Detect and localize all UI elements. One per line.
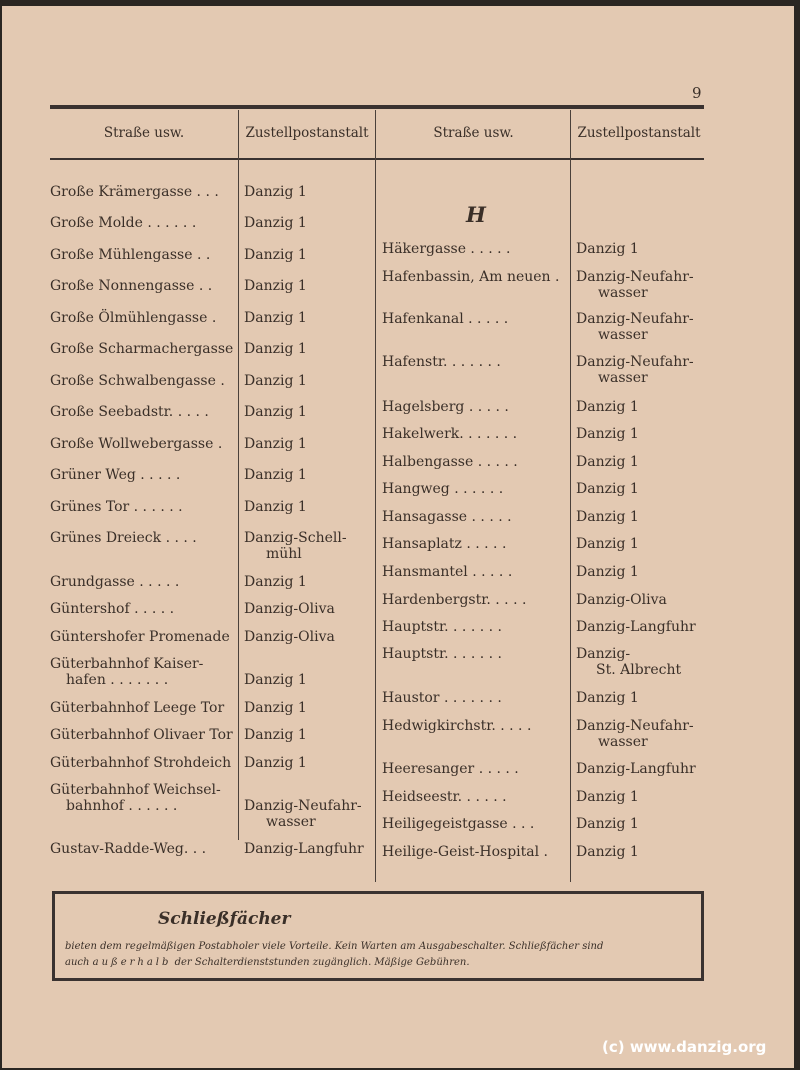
street-name <box>382 718 531 734</box>
post-office <box>576 426 639 442</box>
post-office-line: Danzig-Langfuhr <box>576 761 696 777</box>
header-office-left: Zustellpostanstalt <box>245 125 369 141</box>
column-divider <box>570 110 571 882</box>
street-name-line: Große Scharmachergasse <box>50 341 234 357</box>
street-name-line: Große Krämergasse . . . <box>50 184 219 200</box>
post-office <box>576 718 694 750</box>
street-name-line: Heeresanger . . . . . <box>382 761 519 777</box>
street-name-line: Hafenbassin, Am neuen . <box>382 269 560 285</box>
street-name-line: bahnhof . . . . . . <box>66 798 178 814</box>
header-street-right: Straße usw. <box>433 125 514 141</box>
street-name-line: Güterbahnhof Olivaer Tor <box>50 727 233 743</box>
street-name-line: Grüner Weg . . . . . <box>50 467 181 483</box>
post-office <box>244 841 364 857</box>
post-office-line: wasser <box>598 370 648 386</box>
street-name <box>50 341 233 357</box>
post-office-line: Danzig 1 <box>576 690 639 706</box>
post-office-line: Danzig 1 <box>244 278 307 294</box>
street-name-line: Hansagasse . . . . . <box>382 509 512 525</box>
post-office-line: Danzig 1 <box>576 399 639 415</box>
street-name <box>50 782 221 814</box>
post-office-line: Danzig-Oliva <box>576 592 667 608</box>
street-name-line: hafen . . . . . . . <box>66 672 169 688</box>
street-name <box>50 499 183 515</box>
post-office <box>244 310 307 326</box>
post-office-line: Danzig 1 <box>244 373 307 389</box>
street-name <box>382 311 508 327</box>
street-name-line: Güterbahnhof Weichsel- <box>50 782 221 798</box>
street-name <box>50 574 179 590</box>
street-name <box>382 481 503 497</box>
post-office <box>244 341 307 357</box>
post-office <box>244 755 307 771</box>
post-office <box>576 241 639 257</box>
street-name-line: Große Nonnengasse . . <box>50 278 213 294</box>
post-office <box>576 454 639 470</box>
street-name-line: Hakelwerk. . . . . . . <box>382 426 518 442</box>
post-office-line: wasser <box>598 734 648 750</box>
street-name-line: Grünes Tor . . . . . . <box>50 499 183 515</box>
street-name <box>50 404 209 420</box>
post-office <box>576 789 639 805</box>
post-office-line: Danzig 1 <box>576 816 639 832</box>
street-name <box>382 454 518 470</box>
street-name <box>50 601 174 617</box>
post-office <box>244 373 307 389</box>
post-office-line: Danzig-Neufahr- <box>576 269 694 285</box>
post-office <box>576 536 639 552</box>
street-name-line: Halbengasse . . . . . <box>382 454 518 470</box>
street-name-line: Heiligegeistgasse . . . <box>382 816 535 832</box>
copyright-watermark: (c) www.danzig.org <box>602 1038 767 1056</box>
post-office-line: Danzig 1 <box>576 844 639 860</box>
post-office <box>244 184 307 200</box>
post-office <box>576 481 639 497</box>
post-office <box>244 601 335 617</box>
street-name-line: Große Molde . . . . . . <box>50 215 197 231</box>
post-office-line: Danzig 1 <box>244 436 307 452</box>
post-office-line: Danzig 1 <box>576 481 639 497</box>
post-office <box>576 592 667 608</box>
post-office-line: Danzig-Langfuhr <box>576 619 696 635</box>
street-name <box>50 467 180 483</box>
post-office-line: mühl <box>266 546 302 562</box>
section-letter: H <box>466 202 486 227</box>
street-name <box>50 436 222 452</box>
post-office-line: Danzig-Schell- <box>244 530 347 546</box>
post-office-line: Danzig 1 <box>576 509 639 525</box>
street-name <box>382 789 507 805</box>
street-name <box>50 530 197 546</box>
post-office <box>576 311 694 343</box>
street-name-line: Hauptstr. . . . . . . <box>382 619 502 635</box>
post-office <box>244 629 335 645</box>
street-name <box>382 690 502 706</box>
post-office-line: wasser <box>266 814 316 830</box>
post-office <box>576 619 696 635</box>
street-name-line: Güterbahnhof Kaiser- <box>50 656 204 672</box>
post-office-line: wasser <box>598 327 648 343</box>
street-name <box>50 656 203 688</box>
post-office <box>244 700 307 716</box>
notice-line-2-emphasis: außerhalb <box>92 957 172 968</box>
post-office <box>244 436 307 452</box>
post-office <box>576 564 639 580</box>
post-office-line: Danzig 1 <box>576 454 639 470</box>
post-office <box>244 215 307 231</box>
post-office-line: Danzig 1 <box>244 404 307 420</box>
street-name <box>382 592 526 608</box>
post-office <box>244 574 307 590</box>
post-office-line: Danzig 1 <box>244 755 307 771</box>
notice-title: Schließfächer <box>158 909 291 929</box>
post-office <box>244 247 307 263</box>
header-street-left: Straße usw. <box>103 125 185 141</box>
street-name <box>50 841 206 857</box>
street-name-line: Hagelsberg . . . . . <box>382 399 509 415</box>
street-name <box>50 278 212 294</box>
street-name <box>50 310 216 326</box>
street-name-line: Güterbahnhof Leege Tor <box>50 700 225 716</box>
post-office-line: Danzig 1 <box>244 184 307 200</box>
post-office-line: Danzig 1 <box>576 536 639 552</box>
street-name-line: Große Wollwebergasse . <box>50 436 223 452</box>
post-office-line: Danzig 1 <box>576 241 639 257</box>
street-name <box>382 241 510 257</box>
street-name <box>382 564 512 580</box>
post-office <box>244 467 307 483</box>
post-office-line: Danzig 1 <box>244 672 307 688</box>
street-name-line: Güterbahnhof Strohdeich <box>50 755 232 771</box>
post-office-line: Danzig 1 <box>576 426 639 442</box>
street-name <box>382 816 534 832</box>
street-name-line: Hangweg . . . . . . <box>382 481 504 497</box>
post-office-line: Danzig 1 <box>576 564 639 580</box>
post-office <box>576 399 639 415</box>
post-office-line: Danzig 1 <box>244 467 307 483</box>
street-name-line: Haustor . . . . . . . <box>382 690 502 706</box>
street-name <box>382 536 506 552</box>
street-name <box>50 727 233 743</box>
notice-box <box>52 891 704 981</box>
street-name-line: Große Mühlengasse . . <box>50 247 211 263</box>
post-office <box>244 530 347 562</box>
post-office-line: Danzig 1 <box>244 499 307 515</box>
street-name-line: Heilige-Geist-Hospital . <box>382 844 549 860</box>
post-office-line: Danzig-Neufahr- <box>576 718 694 734</box>
post-office-line: Danzig-Oliva <box>244 601 335 617</box>
street-name-line: Gustav-Radde-Weg. . . <box>50 841 207 857</box>
notice-line-2c: der Schalterdienststunden zugänglich. Mäßige Gebühren. <box>171 957 470 968</box>
street-name <box>50 373 225 389</box>
post-office <box>576 844 639 860</box>
street-name-line: Hauptstr. . . . . . . <box>382 646 502 662</box>
street-name <box>382 619 502 635</box>
post-office-line: Danzig 1 <box>244 247 307 263</box>
street-name <box>382 761 519 777</box>
post-office-line: St. Albrecht <box>596 662 682 678</box>
street-name-line: Grundgasse . . . . . <box>50 574 180 590</box>
street-name-line: Hansmantel . . . . . <box>382 564 513 580</box>
post-office <box>576 761 696 777</box>
column-divider <box>375 110 376 882</box>
post-office <box>244 404 307 420</box>
post-office <box>576 354 694 386</box>
post-office <box>576 816 639 832</box>
street-name-line: Hafenstr. . . . . . . <box>382 354 501 370</box>
street-name <box>50 629 230 645</box>
post-office <box>244 499 307 515</box>
street-name <box>50 247 210 263</box>
street-name <box>382 844 548 860</box>
street-name-line: Hedwigkirchstr. . . . . <box>382 718 532 734</box>
street-name-line: Heidseestr. . . . . . <box>382 789 507 805</box>
post-office-line: Danzig-Neufahr- <box>244 798 362 814</box>
post-office <box>244 278 307 294</box>
post-office-line: Danzig-Oliva <box>244 629 335 645</box>
post-office-line: Danzig 1 <box>244 574 307 590</box>
post-office-line: Danzig 1 <box>244 727 307 743</box>
street-name <box>382 354 501 370</box>
street-name-line: Grünes Dreieck . . . . <box>50 530 197 546</box>
post-office <box>576 646 681 678</box>
column-divider <box>238 110 239 840</box>
street-name <box>382 426 517 442</box>
directory-page <box>2 6 794 1068</box>
post-office-line: Danzig-Neufahr- <box>576 311 694 327</box>
notice-text <box>65 939 705 971</box>
post-office-line: Danzig 1 <box>244 310 307 326</box>
street-name <box>50 184 219 200</box>
street-name-line: Güntershofer Promenade <box>50 629 230 645</box>
post-office-line: Danzig- <box>576 646 631 662</box>
street-name-line: Hafenkanal . . . . . <box>382 311 509 327</box>
street-name <box>50 215 196 231</box>
post-office-line: Danzig 1 <box>244 215 307 231</box>
post-office-line: Danzig 1 <box>244 341 307 357</box>
post-office <box>244 672 307 688</box>
street-name <box>50 755 231 771</box>
post-office-line: Danzig-Langfuhr <box>244 841 364 857</box>
notice-line-1: bieten dem regelmäßigen Postabholer viele Vorteile. Kein Warten am Ausgabeschalter. Schließfächer sind <box>65 941 604 952</box>
post-office-line: Danzig 1 <box>576 789 639 805</box>
notice-line-2a: auch <box>65 957 93 968</box>
post-office <box>244 798 362 830</box>
post-office-line: Danzig 1 <box>244 700 307 716</box>
street-name <box>382 269 559 285</box>
street-name-line: Hardenbergstr. . . . . <box>382 592 527 608</box>
street-name-line: Große Seebadstr. . . . . <box>50 404 209 420</box>
post-office <box>576 509 639 525</box>
table-header-rule <box>50 158 704 160</box>
street-name <box>382 509 512 525</box>
street-name <box>50 700 224 716</box>
post-office-line: wasser <box>598 285 648 301</box>
post-office <box>576 690 639 706</box>
table-top-rule <box>50 105 704 109</box>
street-name <box>382 646 502 662</box>
street-name-line: Große Schwalbengasse . <box>50 373 225 389</box>
page-number: 9 <box>692 84 703 102</box>
post-office <box>576 269 694 301</box>
post-office <box>244 727 307 743</box>
street-name-line: Güntershof . . . . . <box>50 601 175 617</box>
street-name-line: Hansaplatz . . . . . <box>382 536 507 552</box>
header-office-right: Zustellpostanstalt <box>577 125 701 141</box>
post-office-line: Danzig-Neufahr- <box>576 354 694 370</box>
street-name-line: Große Ölmühlengasse . <box>50 310 217 326</box>
street-name <box>382 399 509 415</box>
street-name-line: Häkergasse . . . . . <box>382 241 511 257</box>
